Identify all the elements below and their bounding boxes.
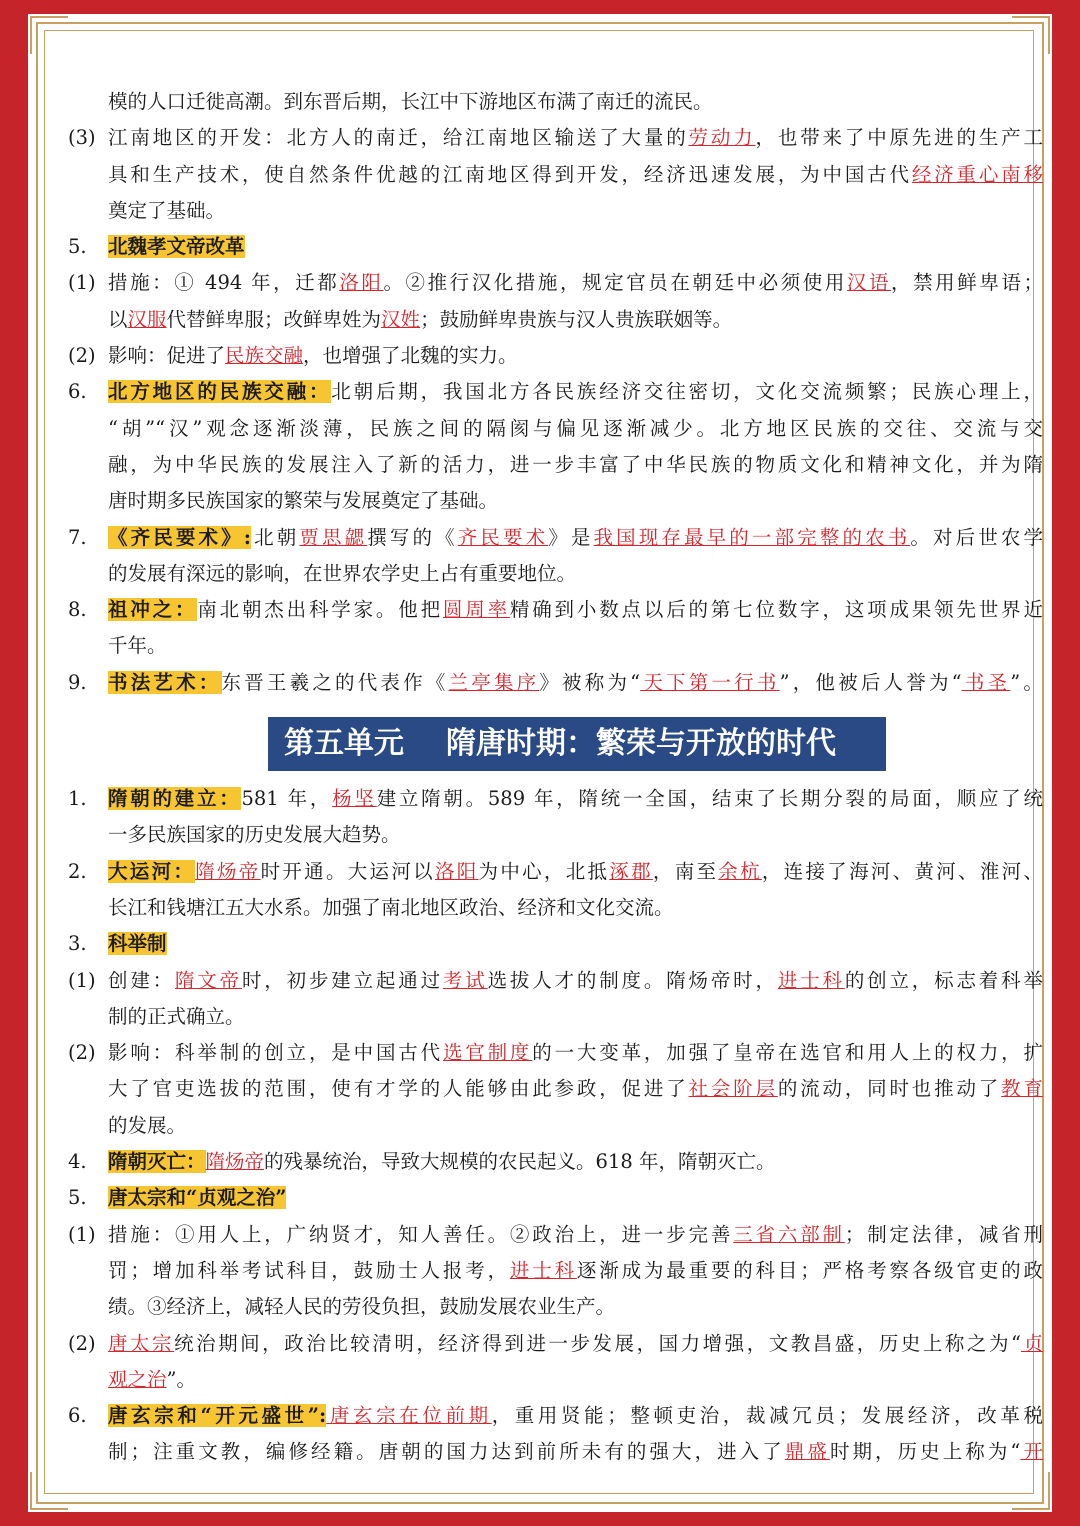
line-text: 以 [108,307,128,331]
item-number: 9. [68,670,87,694]
line-text: 的发展有深远的影响，在世界农学史上占有重要地位。 [108,561,577,585]
line-text: 措施：① 494 年，迁都 [108,271,340,295]
key-term: 杨坚 [332,787,377,811]
line-text: 精确到小数点以后的第七位数字，这项成果领先世界近 [509,598,1043,622]
key-term: 民族交融 [225,344,304,368]
line-text: 建立隋朝。589 年，隋统一全国，结束了长期分裂的局面，顺应了统 [376,787,1043,811]
line-text: 措施：①用人上，广纳贤才，知人善任。②政治上，进一步完善 [108,1222,734,1246]
text-line [68,1071,1043,1107]
text-line [68,1434,1043,1470]
key-term: 进士科 [777,968,845,992]
key-term: 汉语 [846,271,892,295]
line-text: 》被称为“ [539,670,641,694]
line-text: ；制定法律，减省刑 [844,1222,1043,1246]
text-line [68,963,1043,999]
text-line [68,628,1043,664]
item-number: 6. [68,380,87,404]
text-line [68,374,1043,410]
key-term: 鼎盛 [784,1440,830,1464]
item-number: 1. [68,787,87,811]
text-line [68,999,1043,1035]
key-term: 贾思勰 [299,525,368,549]
text-line [68,520,1043,556]
text-line [68,120,1043,156]
text-line [68,926,1043,962]
key-term: 三省六部制 [733,1222,845,1246]
line-text: ，也带来了中原先进的生产工 [755,126,1043,150]
key-term: 观之治 [108,1367,167,1391]
text-line [68,447,1043,483]
line-text: 影响：促进了 [108,344,226,368]
line-text: ，禁用鲜卑语； [891,271,1043,295]
line-text: 大了官吏选拔的范围，使有才学的人能够由此参政，促进了 [108,1077,689,1101]
text-line [68,890,1043,926]
line-text: 》是 [548,525,594,549]
line-text: 的创立，标志着科举 [844,968,1043,992]
line-text: 撰写的《 [367,525,458,549]
highlighted-heading: 北魏孝文帝改革 [108,235,245,259]
text-line [68,302,1043,338]
line-text: 统治期间，政治比较清明，经济得到进一步发展，国力增强，文教昌盛，历史上称之为“ [174,1331,1021,1355]
unit-number: 第五单元 [284,726,404,762]
item-number: 3. [68,932,87,956]
line-text: 创建： [108,968,175,992]
key-term: 我国现存最早的一部完整的农书 [593,525,911,549]
key-term: 隋炀帝 [205,1150,265,1174]
text-line [68,556,1043,592]
text-line [68,781,1043,817]
item-number: (1) [68,1222,96,1246]
line-text: 南北朝杰出科学家。他把 [197,598,443,622]
text-line [68,1289,1043,1325]
item-number: (1) [68,968,96,992]
key-term: 选官制度 [442,1041,533,1065]
item-number: 6. [68,1404,87,1428]
highlighted-heading: 隋朝灭亡： [108,1150,206,1174]
key-term: 汉姓 [381,307,421,331]
text-line [68,193,1043,229]
line-text: 唐时期多民族国家的繁荣与发展奠定了基础。 [108,489,499,513]
line-text: 时期，历史上称为“ [829,1440,1021,1464]
line-text: 融，为中华民族的发展注入了新的活力，进一步丰富了中华民族的物质文化和精神文化，并为隋 [108,452,1043,476]
line-text: 选拔人才的制度。隋炀帝时， [487,968,778,992]
key-term: 社会阶层 [688,1077,778,1101]
line-text: 北朝 [250,525,300,549]
document-page [28,14,1052,1512]
line-text: 的流动，同时也推动了 [777,1077,1002,1101]
highlighted-heading: 科举制 [108,932,167,956]
item-number: 4. [68,1150,87,1174]
key-term: 隋文帝 [174,968,242,992]
highlighted-heading: 唐玄宗和“开元盛世”: [108,1404,327,1428]
item-number: 5. [68,235,87,259]
key-term: 开 [1020,1440,1043,1464]
highlighted-heading: 书法艺术： [108,670,222,694]
key-term: 唐玄宗在位前期 [326,1404,492,1428]
text-line [68,483,1043,519]
line-text: 制的正式确立。 [108,1004,245,1028]
item-number: (2) [68,1041,96,1065]
line-text: 具和生产技术，使自然条件优越的江南地区得到开发，经济迅速发展，为中国古代 [108,162,912,186]
key-term: 唐太宗 [108,1331,175,1355]
text-line [68,229,1043,265]
key-term: 涿郡 [609,859,653,883]
line-text: ”，他被后人誉为“ [779,670,962,694]
key-term: 圆周率 [442,598,510,622]
item-number: (3) [68,126,96,150]
key-term: 洛阳 [434,859,479,883]
frame-corner-bl [30,1472,68,1510]
key-term: 齐民要术 [457,525,549,549]
text-line [68,1398,1043,1434]
line-text: ”。 [1010,670,1043,694]
line-text: 北朝后期，我国北方各民族经济交往密切，文化交流频繁；民族心理上， [331,380,1043,404]
item-number: 2. [68,859,87,883]
line-text: 时开通。大运河以 [260,859,435,883]
line-text: 模的人口迁徙高潮。到东晋后期，长江中下游地区布满了南迁的流民。 [108,90,713,113]
line-text: 逐渐成为最重要的科目；严格考察各级官吏的政 [576,1258,1043,1282]
notes-content [68,84,1043,1471]
line-text: ；鼓励鲜卑贵族与汉人贵族联姻等。 [420,307,733,331]
text-line [68,1253,1043,1289]
highlighted-heading: 北方地区的民族交融： [108,380,332,404]
key-term: 经济重心南移 [911,162,1043,186]
item-number: (2) [68,1331,96,1355]
text-line [68,1180,1043,1216]
line-text: 长江和钱塘江五大水系。加强了南北地区政治、经济和文化交流。 [108,895,674,919]
line-text: 制；注重文教，编修经籍。唐朝的国力达到前所未有的强大，进入了 [108,1440,785,1464]
key-term: 汉服 [127,307,167,331]
item-number: 8. [68,598,87,622]
line-text: “胡”“汉”观念逐渐淡薄，民族之间的隔阂与偏见逐渐减少。北方地区民族的交往、交流与交 [108,416,1043,440]
item-number: 7. [68,525,87,549]
line-text: ，南至 [652,859,719,883]
highlighted-heading: 祖冲之： [108,598,198,622]
line-text: 千年。 [108,634,167,658]
highlighted-heading: 《齐民要术》: [108,525,251,549]
line-text: 时，初步建立起通过 [241,968,443,992]
line-text: 奠定了基础。 [108,198,226,222]
text-line [68,84,1043,120]
key-term: 考试 [442,968,488,992]
unit-topic: 隋唐时期：繁荣与开放的时代 [446,726,836,762]
key-term: 洛阳 [339,271,384,295]
line-text: 。对后世农学 [910,525,1043,549]
text-line [68,854,1043,890]
text-line [68,592,1043,628]
key-term: 劳动力 [688,126,756,150]
highlighted-heading: 唐太宗和“贞观之治” [108,1186,287,1210]
line-text: ”。 [166,1367,196,1391]
line-text: 东晋王羲之的代表作《 [221,670,449,694]
text-line [68,1362,1043,1398]
line-text: 影响：科举制的创立，是中国古代 [108,1041,443,1065]
frame-corner-br [1012,1472,1050,1510]
line-text: 。②推行汉化措施，规定官员在朝廷中必须使用 [383,271,847,295]
key-term: 余杭 [718,859,762,883]
item-number: (2) [68,344,96,368]
text-line [68,1035,1043,1071]
text-line [68,817,1043,853]
text-line [68,411,1043,447]
key-term: 隋炀帝 [195,859,261,883]
line-text: ，重用贤能；整顿吏治，裁减冗员；发展经济，改革税 [491,1404,1043,1428]
line-text: 罚；增加科举考试科目，鼓励士人报考， [108,1258,510,1282]
key-term: 天下第一行书 [640,670,780,694]
key-term: 兰亭集序 [448,670,540,694]
line-text: ，也增强了北魏的实力。 [303,344,518,368]
line-text: 代替鲜卑服；改鲜卑姓为 [166,307,382,331]
key-term: 贞 [1020,1331,1043,1355]
section-unit-five [68,781,1043,1471]
line-text: 的发展。 [108,1113,187,1137]
item-number: 5. [68,1186,87,1210]
text-line [68,1326,1043,1362]
unit-title-band [68,717,1043,775]
text-line [68,1217,1043,1253]
line-text: 绩。③经济上，减轻人民的劳役负担，鼓励发展农业生产。 [108,1295,616,1319]
line-text: 一多民族国家的历史发展大趋势。 [108,823,401,847]
line-text: 的残暴统治，导致大规模的农民起义。618 年，隋朝灭亡。 [264,1150,776,1174]
highlighted-heading: 隋朝的建立： [108,787,242,811]
section-previous-unit [68,84,1043,701]
key-term: 进士科 [509,1258,577,1282]
text-line [68,338,1043,374]
line-text: ，连接了海河、黄河、淮河、 [761,859,1043,883]
text-line [68,1108,1043,1144]
line-text: 为中心，北抵 [478,859,610,883]
text-line [68,157,1043,193]
text-line [68,265,1043,301]
line-text: 江南地区的开发：北方人的南迁，给江南地区输送了大量的 [108,126,689,150]
frame-corner-tr [1012,16,1050,54]
key-term: 教育 [1001,1077,1043,1101]
frame-corner-tl [30,16,68,54]
text-line [68,1144,1043,1180]
unit-title-box [268,717,886,771]
key-term: 书圣 [961,670,1011,694]
line-text: 581 年， [241,787,333,811]
item-number: (1) [68,271,96,295]
text-line [68,665,1043,701]
line-text: 的一大变革，加强了皇帝在选官和用人上的权力，扩 [532,1041,1043,1065]
highlighted-heading: 大运河： [108,859,196,883]
